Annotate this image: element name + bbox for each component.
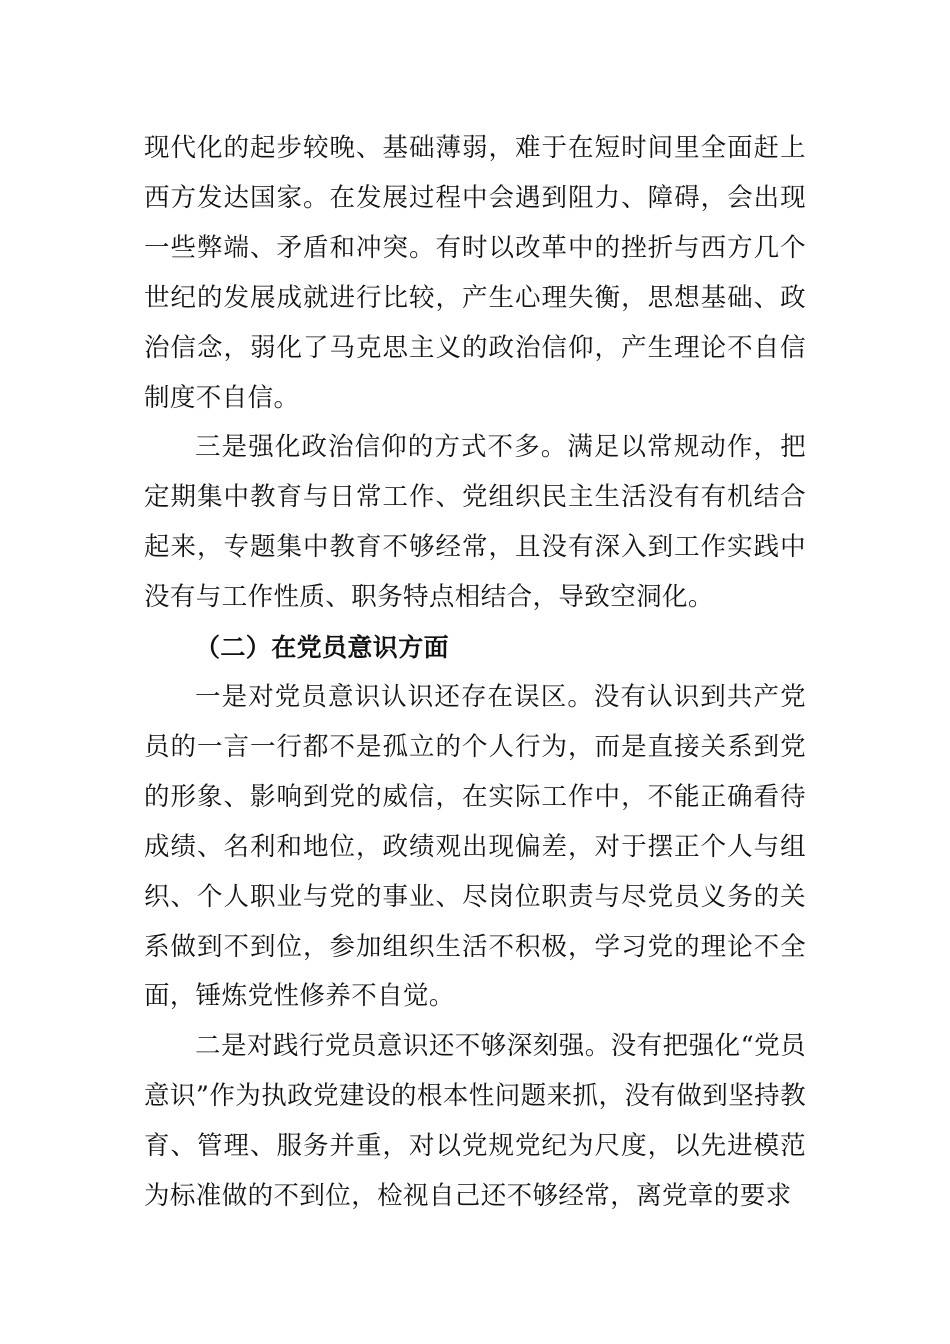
paragraph-continuation: 现代化的起步较晚、基础薄弱，难于在短时间里全面赶上西方发达国家。在发展过程中会遇到阻力、障碍，会出现一些弊端、矛盾和冲突。有时以改革中的挫折与西方几个世纪的发展成就进行比较，产生心理失衡，思想基础、政治信念，弱化了马克思主义的政治信仰，产生理论不自信制度不自信。 xyxy=(144,133,806,413)
paragraph-point-one: 一是对党员意识认识还存在误区。没有认识到共产党员的一言一行都不是孤立的个人行为，而是直接关系到党的形象、影响到党的威信，在实际工作中，不能正确看待成绩、名利和地位，政绩观出现偏差，对于摆正个人与组织、个人职业与党的事业、尽岗位职责与尽党员义务的关系做到不到位，参加组织生活不积极，学习党的理论不全面，锤炼党性修养不自觉。 xyxy=(144,681,806,1012)
paragraph-point-three: 三是强化政治信仰的方式不多。满足以常规动作，把定期集中教育与日常工作、党组织民主生活没有有机结合起来，专题集中教育不够经常，且没有深入到工作实践中没有与工作性质、职务特点相结合，导致空洞化。 xyxy=(144,432,806,613)
section-heading: （二）在党员意识方面 xyxy=(195,633,450,663)
paragraph-point-two: 二是对践行党员意识还不够深刻强。没有把强化“党员意识”作为执政党建设的根本性问题来抓，没有做到坚持教育、管理、服务并重，对以党规党纪为尺度，以先进模范为标准做的不到位，检视自己还不够经常，离党章的要求 xyxy=(144,1031,806,1212)
document-body xyxy=(144,124,806,1222)
